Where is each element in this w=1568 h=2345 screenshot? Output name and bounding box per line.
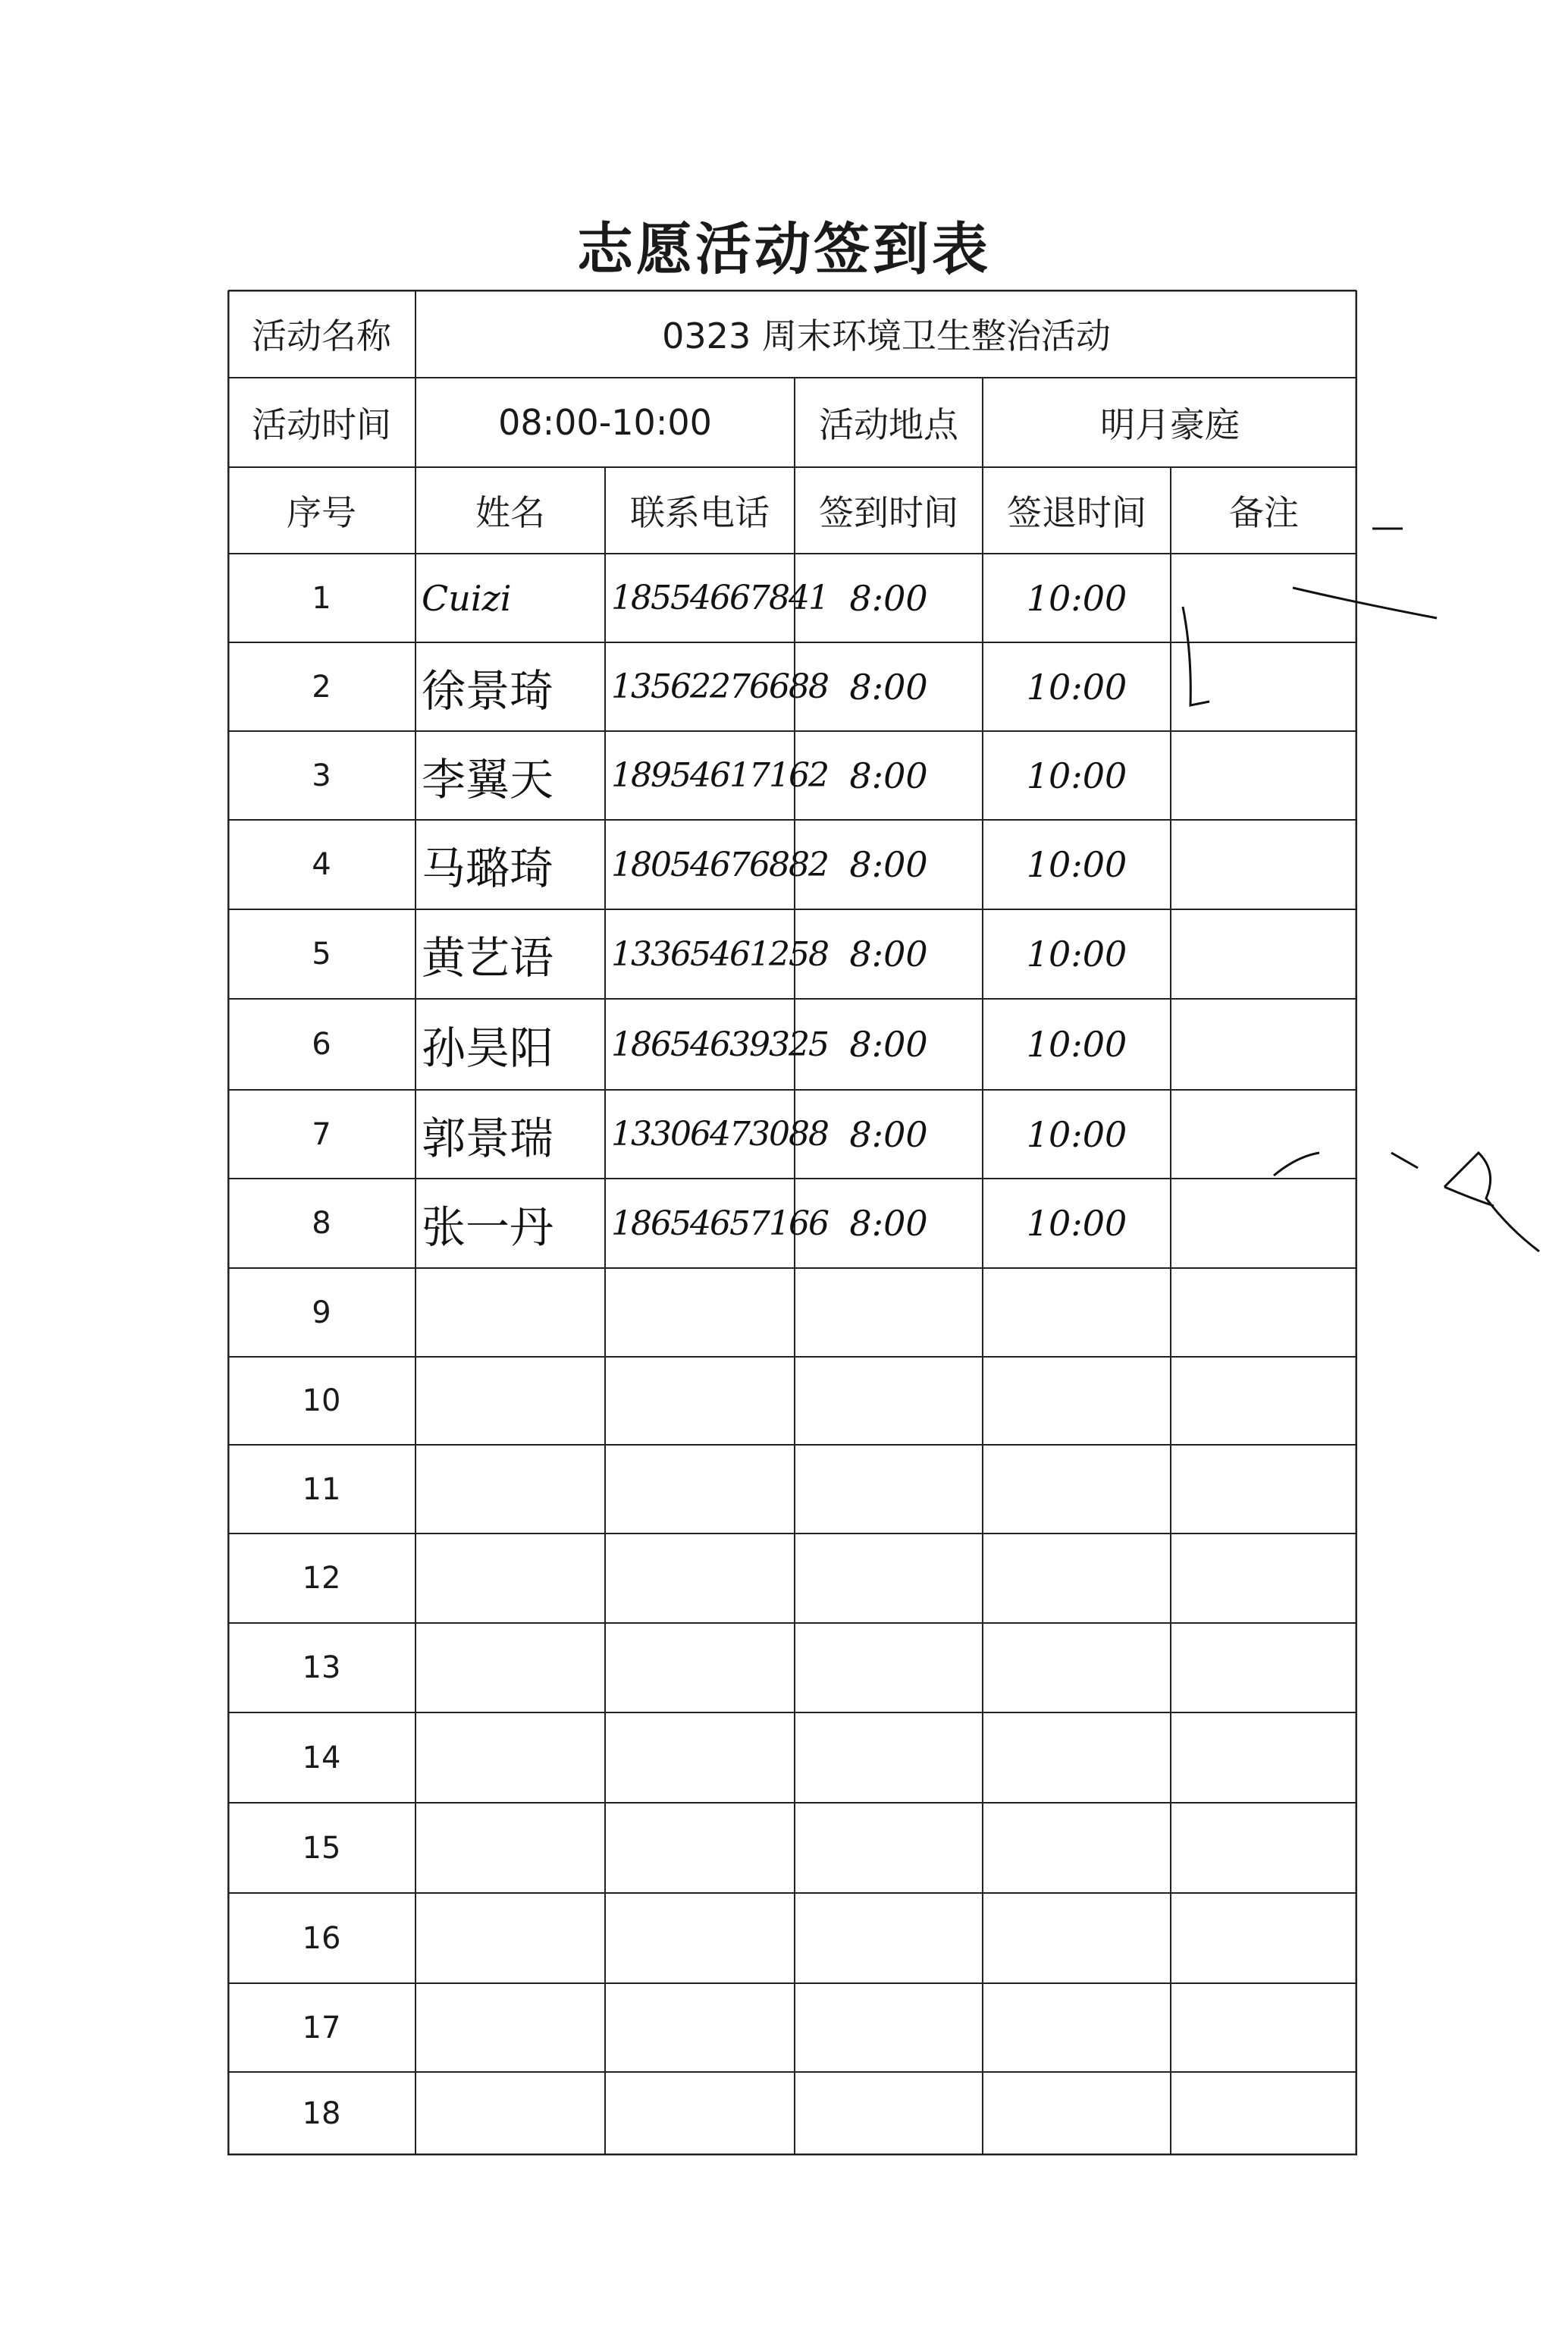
sign-out-time-cell: 10:00 — [1026, 577, 1127, 619]
phone-cell: 18654639325 — [611, 1025, 828, 1064]
row-number: 13 — [302, 1650, 341, 1685]
phone-cell: 13365461258 — [611, 934, 828, 974]
activity-name-label: 活动名称 — [252, 315, 391, 356]
row-number: 11 — [302, 1471, 341, 1507]
phone-cell: 13306473088 — [611, 1115, 828, 1154]
row-number: 6 — [312, 1027, 331, 1062]
phone-cell: 18054676882 — [611, 845, 828, 884]
column-header-sign-in-time: 签到时间 — [819, 492, 958, 533]
row-number: 5 — [312, 937, 331, 972]
name-cell: Cuizi — [422, 577, 512, 619]
phone-cell: 13562276688 — [611, 667, 828, 706]
activity-place-value: 明月豪庭 — [1100, 404, 1240, 445]
row-number: 16 — [302, 1920, 341, 1956]
row-number: 17 — [302, 2010, 341, 2045]
row-number: 4 — [312, 847, 331, 882]
sign-in-time-cell: 8:00 — [849, 666, 928, 708]
column-header-no: 序号 — [287, 492, 356, 533]
phone-cell: 18654657166 — [611, 1204, 828, 1243]
row-number: 8 — [312, 1206, 331, 1241]
page-title: 志愿活动签到表 — [577, 217, 991, 282]
row-number: 15 — [302, 1830, 341, 1866]
sign-out-time-cell: 10:00 — [1026, 1113, 1127, 1155]
phone-cell: 18954617162 — [611, 756, 828, 795]
sign-in-time-cell: 8:00 — [849, 844, 928, 885]
pen-stroke — [1293, 588, 1437, 618]
row-number: 7 — [312, 1116, 331, 1152]
name-cell: 张一丹 — [422, 1201, 554, 1253]
name-cell: 李翼天 — [422, 753, 554, 805]
activity-place-label: 活动地点 — [819, 404, 958, 445]
column-header-name: 姓名 — [475, 492, 545, 533]
activity-name-value: 0323 周末环境卫生整治活动 — [662, 315, 1111, 356]
row-number: 18 — [302, 2096, 341, 2131]
sign-in-time-cell: 8:00 — [849, 577, 928, 619]
row-number: 12 — [302, 1561, 341, 1596]
sign-in-time-cell: 8:00 — [849, 1024, 928, 1065]
column-header-sign-out-time: 签退时间 — [1007, 492, 1146, 533]
name-cell: 徐景琦 — [422, 664, 554, 717]
sign-in-time-cell: 8:00 — [849, 1203, 928, 1244]
column-header-phone: 联系电话 — [630, 492, 770, 533]
activity-time-label: 活动时间 — [252, 404, 391, 445]
name-cell: 郭景瑞 — [422, 1112, 554, 1164]
pen-stroke — [1391, 1153, 1539, 1251]
column-header-note: 备注 — [1229, 492, 1299, 533]
sign-out-time-cell: 10:00 — [1026, 1203, 1127, 1244]
row-number: 14 — [302, 1740, 341, 1775]
activity-time-value: 08:00-10:00 — [498, 402, 712, 443]
sign-out-time-cell: 10:00 — [1026, 755, 1127, 796]
pen-stroke — [1183, 607, 1209, 705]
sign-out-time-cell: 10:00 — [1026, 934, 1127, 975]
phone-cell: 18554667841 — [611, 579, 828, 617]
sign-out-time-cell: 10:00 — [1026, 666, 1127, 708]
row-number: 9 — [312, 1295, 331, 1330]
sign-in-time-cell: 8:00 — [849, 934, 928, 975]
sign-out-time-cell: 10:00 — [1026, 1024, 1127, 1065]
sign-in-time-cell: 8:00 — [849, 755, 928, 796]
row-number: 3 — [312, 758, 331, 793]
sign-out-time-cell: 10:00 — [1026, 844, 1127, 885]
row-number: 10 — [302, 1383, 341, 1418]
name-cell: 孙昊阳 — [422, 1022, 554, 1074]
name-cell: 黄艺语 — [422, 932, 554, 984]
row-number: 1 — [312, 580, 331, 616]
pen-stroke — [1274, 1153, 1319, 1176]
name-cell: 马璐琦 — [422, 843, 554, 894]
row-number: 2 — [312, 669, 331, 705]
sign-in-time-cell: 8:00 — [849, 1113, 928, 1155]
